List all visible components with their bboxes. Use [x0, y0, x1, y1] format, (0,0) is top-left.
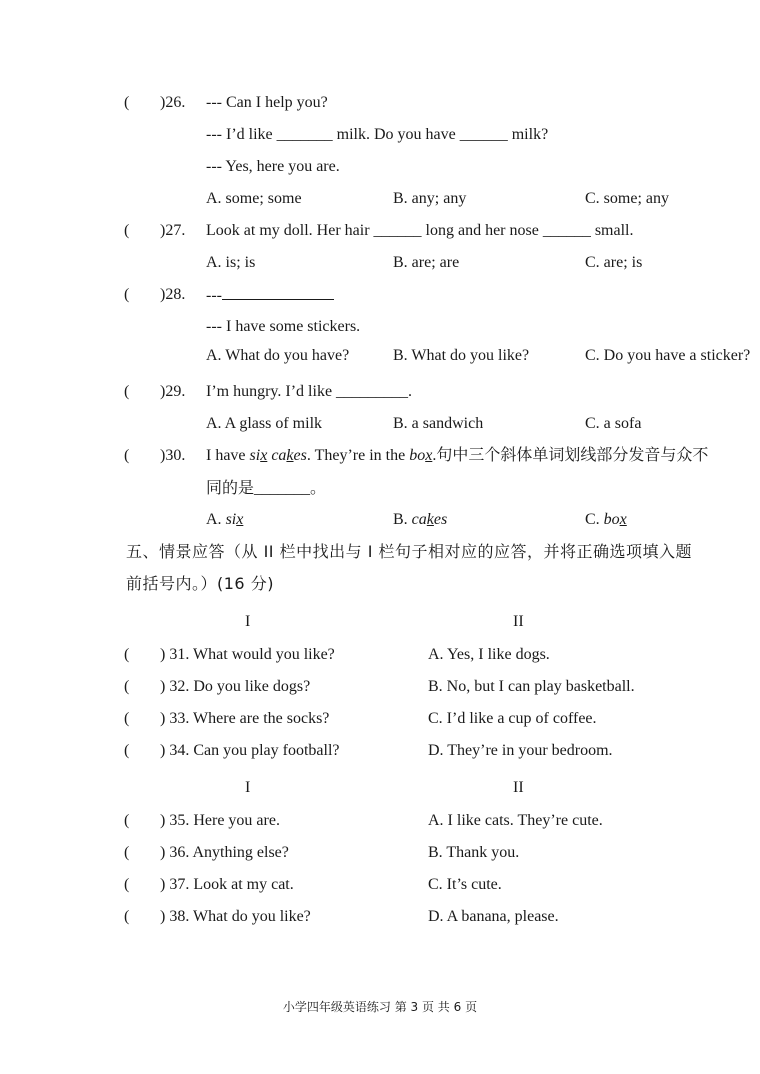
- q30-word-box: box: [409, 447, 433, 464]
- match1-column-i-heading: I: [245, 613, 251, 630]
- q37-paren: (: [124, 876, 130, 893]
- q28-option-b: B. What do you like?: [393, 347, 530, 364]
- match2-column-i-heading: I: [245, 779, 251, 796]
- q29-option-c: C. a sofa: [585, 415, 642, 432]
- q29-option-a: A. A glass of milk: [206, 415, 323, 432]
- q29-option-b: B. a sandwich: [393, 415, 484, 432]
- match1-option-b: B. No, but I can play basketball.: [428, 678, 635, 695]
- q30-option-c: C. box: [585, 511, 627, 528]
- q32-paren: (: [124, 678, 130, 695]
- q28-answer-blank: [222, 285, 334, 300]
- q28-prefix: ---: [206, 287, 222, 304]
- q26-line-1: --- Can I help you?: [206, 94, 328, 111]
- q26-option-a: A. some; some: [206, 190, 302, 207]
- q30-word-six: six: [249, 447, 268, 464]
- match1-option-c: C. I’d like a cup of coffee.: [428, 710, 597, 727]
- q28-paren: (: [124, 286, 130, 303]
- match1-option-d: D. They’re in your bedroom.: [428, 742, 613, 759]
- q36-prompt: ) 36. Anything else?: [160, 844, 289, 861]
- q27-number: )27.: [160, 222, 186, 239]
- page-footer: 小学四年级英语练习 第 3 页 共 6 页: [282, 1000, 478, 1014]
- q27-option-b: B. are; are: [393, 254, 460, 271]
- match2-option-d: D. A banana, please.: [428, 908, 559, 925]
- match2-option-b: B. Thank you.: [428, 844, 520, 861]
- section-5-title-line-2: 前括号内。）(16 分): [126, 574, 274, 593]
- q28-option-c: C. Do you have a sticker?: [585, 347, 751, 364]
- q35-paren: (: [124, 812, 130, 829]
- q27-stem: Look at my doll. Her hair ______ long and her nose ______ small.: [206, 222, 634, 239]
- match2-column-ii-heading: II: [513, 779, 524, 796]
- q30-option-a: A. six: [206, 511, 244, 528]
- q33-paren: (: [124, 710, 130, 727]
- q26-line-3: --- Yes, here you are.: [206, 158, 340, 175]
- q29-number: )29.: [160, 383, 186, 400]
- q36-paren: (: [124, 844, 130, 861]
- q28-line-2: --- I have some stickers.: [206, 318, 361, 335]
- match2-option-c: C. It’s cute.: [428, 876, 502, 893]
- q27-paren: (: [124, 222, 130, 239]
- q26-line-2: --- I’d like _______ milk. Do you have ______ milk?: [206, 126, 549, 143]
- q32-prompt: ) 32. Do you like dogs?: [160, 678, 311, 695]
- q34-paren: (: [124, 742, 130, 759]
- q31-paren: (: [124, 646, 130, 663]
- q30-stem-c: . They’re in the: [306, 447, 410, 464]
- q38-paren: (: [124, 908, 130, 925]
- q37-prompt: ) 37. Look at my cat.: [160, 876, 294, 893]
- q26-option-b: B. any; any: [393, 190, 467, 207]
- match1-option-a: A. Yes, I like dogs.: [428, 646, 550, 663]
- q38-prompt: ) 38. What do you like?: [160, 908, 311, 925]
- section-5-title-line-1: 五、情景应答（从 II 栏中找出与 I 栏句子相对应的应答，并将正确选项填入题: [126, 542, 693, 561]
- match2-option-a: A. I like cats. They’re cute.: [428, 812, 603, 829]
- q33-prompt: ) 33. Where are the socks?: [160, 710, 330, 727]
- q28-stem: [206, 285, 334, 306]
- q30-line-2: 同的是_______。: [206, 480, 327, 497]
- q28-option-a: A. What do you have?: [206, 347, 350, 364]
- match1-column-ii-heading: II: [513, 613, 524, 630]
- q30-stem: [206, 446, 708, 466]
- q30-paren: (: [124, 447, 130, 464]
- q34-prompt: ) 34. Can you play football?: [160, 742, 340, 759]
- q26-paren: (: [124, 94, 130, 111]
- q30-stem-a: I have: [206, 447, 250, 464]
- q28-number: )28.: [160, 286, 186, 303]
- q27-option-a: A. is; is: [206, 254, 256, 271]
- q35-prompt: ) 35. Here you are.: [160, 812, 280, 829]
- q27-option-c: C. are; is: [585, 254, 643, 271]
- q29-stem: I’m hungry. I’d like _________.: [206, 383, 413, 400]
- q30-stem-d: .句中三个斜体单词划线部分发音与众不: [432, 447, 709, 464]
- q30-number: )30.: [160, 447, 186, 464]
- q30-word-cakes: cakes: [271, 447, 307, 464]
- q26-option-c: C. some; any: [585, 190, 669, 207]
- q30-option-b: B. cakes: [393, 511, 448, 528]
- q26-number: )26.: [160, 94, 186, 111]
- q29-paren: (: [124, 383, 130, 400]
- q31-prompt: ) 31. What would you like?: [160, 646, 335, 663]
